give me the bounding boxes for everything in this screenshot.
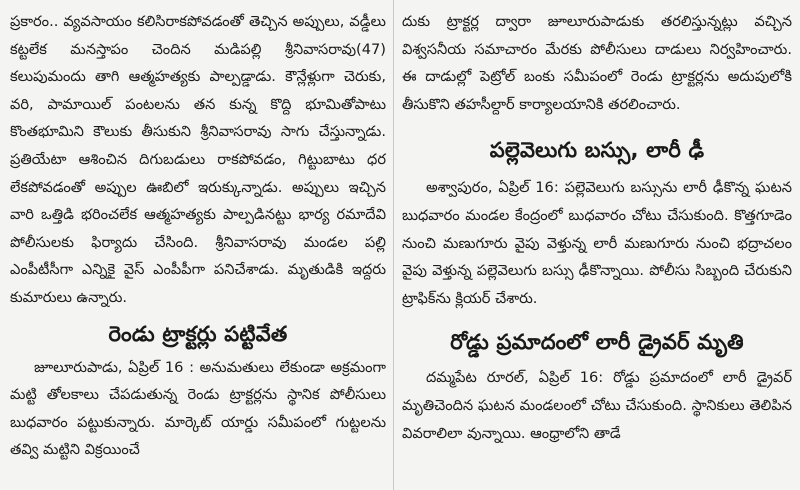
right-column bbox=[392, 0, 800, 490]
story2-headline: రెండు ట్రాక్టర్లు పట్టివేత bbox=[108, 321, 288, 346]
story4-body: దమ్మపేట రూరల్, ఏప్రిల్ 16: రోడ్డు ప్రమాదంలో లారీ డ్రైవర్ మృతిచెందిన ఘటన మండలంలో చోటు చేసుకుంది. స్థానికులు తెలిపిన వివరాలిలా వున్నాయి. ఆంధ్రాలోని తాడే bbox=[402, 369, 792, 442]
story2-body: జూలూరుపాడు, ఏప్రిల్ 16 : అనుమతులు లేకుండా అక్రమంగా మట్టి తోలకాలు చేపడుతున్న రెండు ట్రాక్టర్లను స్థానిక పోలీసులు బుధవారం పట్టుకున్నారు. మార్కెట్ యార్డు సమీపంలో గుట్టలను తవ్వి మట్టిని విక్రయించే bbox=[10, 358, 386, 459]
story3-body: అశ్వాపురం, ఏప్రిల్ 16: పల్లెవెలుగు బస్సును లారీ ఢీకొన్న ఘటన బుధవారం మండల కేంద్రంలో బుధవారం చోటు చేసుకుంది. కొత్తగూడెం నుంచి మణుగూరు వైపు వెళ్తున్న లారీ మణుగూరు నుంచి భద్రాచలం వైపు వెళ్తున్న పల్లెవెలుగు బస్సు ఢీకొన్నాయి. పోలీసు సిబ్బంది చేరుకుని ట్రాఫిక్‌ను క్లియర్ చేశారు. bbox=[402, 179, 792, 307]
story1-body: ప్రకారం.. వ్యవసాయం కలిసిరాకపోవడంతో తెచ్చిన అప్పులు, వడ్డీలు కట్టలేక మనస్తాపం చెందిన మడిపల్లి శ్రీనివాసరావు(47) కలుపుమందు తాగి ఆత్మహత్యకు పాల్పడ్డాడు. కౌన్లేళ్లుగా చెరుకు, వరి, పామాయిల్ పంటలను తన కున్న కొద్ది భూమితోపాటు కొంతభూమిని కౌలుకు తీసుకుని శ్రీనివాసరావు సాగు చేస్తున్నాడు. ప్రతియేటా ఆశించిన దిగుబడులు రాకపోవడం, గిట్టుబాటు ధర లేకపోవడంతో అప్పుల ఊబిలో ఇరుక్కున్నాడు. అప్పులు ఇచ్చిన వారి ఒత్తిడి భరించలేక ఆత్మహత్యకు పాల్పడినట్టు భార్య రమాదేవి పోలీసులకు ఫిర్యాదు చేసింది. శ్రీనివాసరావు మండల పల్లి ఎంపీటీసీగా ఎన్నికై వైస్ ఎంపీపీగా పనిచేశాడు. మృతుడికి ఇద్దరు కుమారులు ఉన్నారు. bbox=[10, 13, 386, 306]
story4-headline: రోడ్డు ప్రమాదంలో లారీ డ్రైవర్ మృతి bbox=[450, 330, 744, 355]
left-column bbox=[0, 0, 392, 490]
story2-continued: దుకు ట్రాక్టర్ల ద్వారా జూలూరుపాడుకు తరలిస్తున్నట్లు వచ్చిన విశ్వసనీయ సమాచారం మేరకు పోలీసులు దాడులు నిర్వహించారు. ఈ దాడుల్లో పెట్రోల్ బంకు సమీపంలో రెండు ట్రాక్టర్లను అదుపులోకి తీసుకొని తహసీల్దార్ కార్యాలయానికి తరలించారు. bbox=[402, 13, 792, 113]
story3-headline: పల్లెవెలుగు బస్సు, లారీ ఢీ bbox=[489, 138, 705, 163]
column-divider bbox=[393, 0, 394, 490]
